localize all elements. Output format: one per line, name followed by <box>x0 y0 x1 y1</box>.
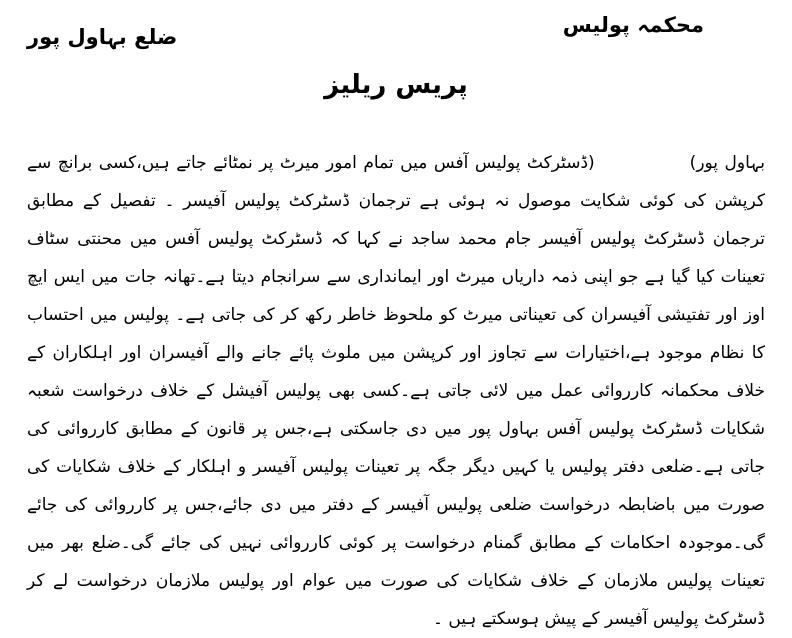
document-header <box>0 0 792 52</box>
dateline-city: بہاول پور <box>696 153 765 173</box>
page-title: پریس ریلیز <box>324 70 468 100</box>
department-label: محکمہ پولیس <box>562 13 704 37</box>
dateline-open-paren: ( <box>689 153 697 173</box>
body-paragraph: ڈسٹرکٹ پولیس آفس میں تمام امور میرٹ پر نمٹائے جاتے ہیں،کسی برانچ سے کرپشن کی کوئی شکایت موصول نہ ہوئی ہے ترجمان ڈسٹرکٹ پولیس آفیسر ۔ تفصیل کے مطابق ترجمان ڈسٹرکٹ پولیس آفیسر جام محمد ساجد نے کہا کہ ڈسٹرکٹ پولیس آفس میں محنتی سٹاف تعینات کیا گیا ہے جو اپنی ذمہ داریاں میرٹ اور ایمانداری سے سرانجام دیتا ہے۔تھانہ جات میں ایس ایچ اوز اور تفتیشی آفیسران کی تعیناتی میرٹ کو ملحوظ خاطر رکھ کر کی جاتی ہے۔ پولیس میں احتساب کا نظام موجود ہے،اختیارات سے تجاوز اور کرپشن میں ملوث پائے جانے والے آفیسران اور اہلکاران کے خلاف محکمانہ کارروائی عمل میں لائی جاتی ہے۔کسی بھی پولیس آفیشل کے خلاف درخواست شعبہ شکایات ڈسٹرکٹ پولیس آفس بہاول پور میں دی جاسکتی ہے،جس پر قانون کے مطابق کارروائی کی جاتی ہے۔ضلعی دفتر پولیس یا کہیں دیگر جگہ پر تعینات پولیس آفیسر و اہلکار کے خلاف شکایات کی صورت میں باضابطہ درخواست ضلعی پولیس آفیسر کے دفتر میں دی جائے،جس پر کارروائی کی جائے گی۔موجودہ احکامات کے مطابق گمنام درخواست پر کوئی کارروائی نہیں کی جائے گی۔ضلع بھر میں تعینات پولیس ملازمان کے خلاف شکایات کی صورت میں عوام اور پولیس ملازمان درخواست لے کر ڈسٹرکٹ پولیس آفیسر کے پیش ہوسکتے ہیں ۔ <box>27 153 765 629</box>
dateline-blank-space <box>595 167 690 168</box>
dateline-close-paren: ) <box>588 153 595 173</box>
press-release-body <box>0 144 792 638</box>
district-label: ضلع بہاول پور <box>27 25 178 49</box>
